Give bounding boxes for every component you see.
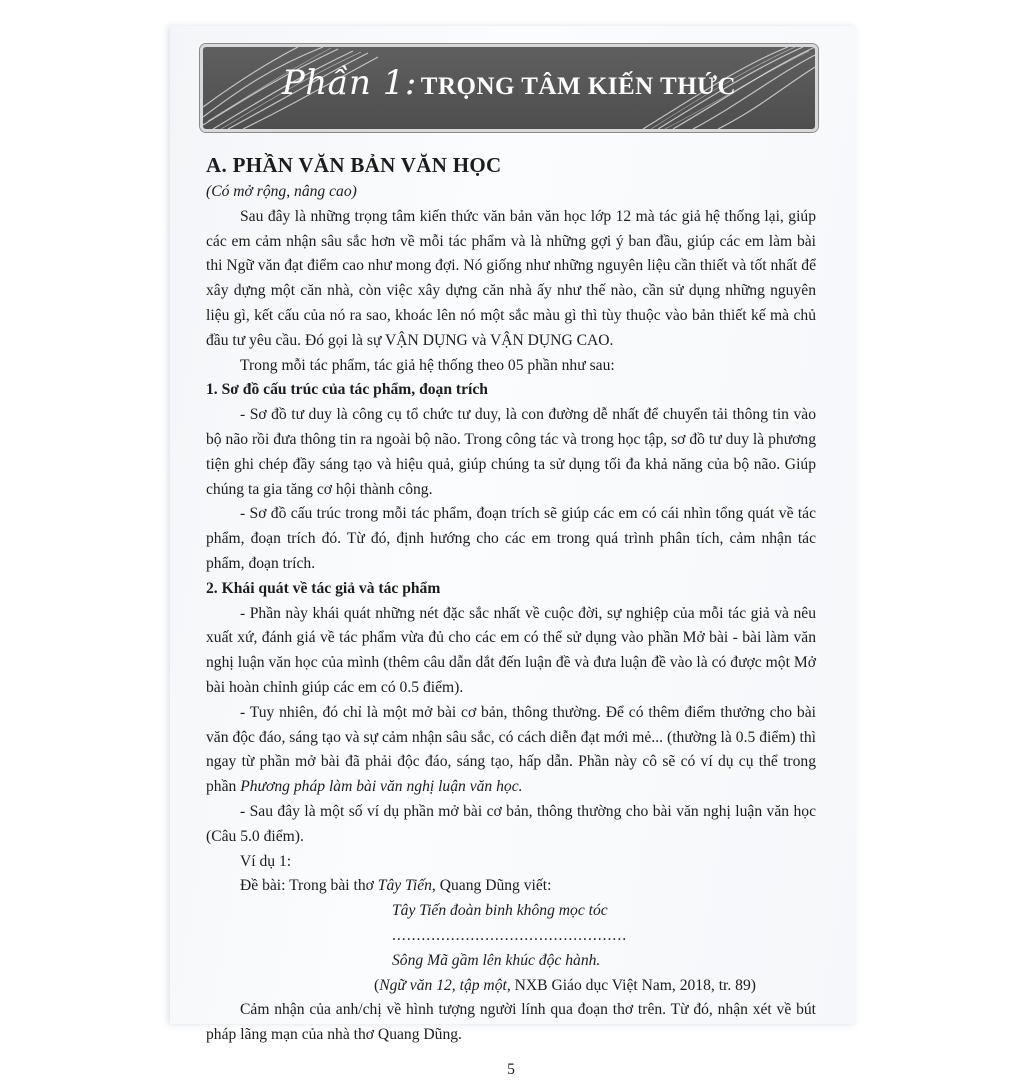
bonus-text: - Tuy nhiên, đó chỉ là một mở bài cơ bản, thông thường. Để có thêm điểm thưởng cho bài văn độc đáo, sáng tạo và sự cảm nhận sâu sắc, có cách diễn đạt mới mẻ... (thường là 0.5 điểm) thì ngay từ phần mở bài đã phải độc đáo, sáng tạo, hấp dẫn. Phần này cô sẽ có ví dụ cụ thể trong phần bbox=[206, 703, 816, 796]
heading-structure-diagram: 1. Sơ đồ cấu trúc của tác phẩm, đoạn trích bbox=[206, 381, 488, 399]
page-content bbox=[206, 150, 816, 1083]
bonus-paragraph bbox=[206, 701, 816, 800]
mindmap-paragraph: - Sơ đồ tư duy là công cụ tổ chức tư duy, là con đường dễ nhất để chuyển tải thông tin vào bộ não rồi đưa thông tin ra ngoài bộ não. Trong công tác và trong học tập, sơ đồ tư duy là phương tiện ghi chép đầy sáng tạo và hiệu quả, giúp chúng ta sử dụng tối đa khả năng của bộ não. Giúp chúng ta gia tăng cơ hội thành công. bbox=[206, 406, 816, 498]
example-label: Ví dụ 1: bbox=[240, 852, 292, 870]
prompt-text-end: , Quang Dũng viết: bbox=[431, 877, 552, 895]
exam-prompt bbox=[206, 874, 816, 899]
part-heading: TRỌNG TÂM KIẾN THỨC bbox=[420, 73, 737, 100]
overview-paragraph: - Phần này khái quát những nét đặc sắc nhất về cuộc đời, sự nghiệp của mỗi tác giả và nêu xuất xứ, đánh giá về tác phẩm vừa đủ cho các em có thể sử dụng vào phần Mở bài - bài làm văn nghị luận văn học của mình (thêm câu dẫn dắt đến luận đề và đưa luận đề vào là có được một Mở bài hoàn chỉnh giúp các em có 0.5 điểm). bbox=[206, 604, 816, 696]
prompt-text: Đề bài: Trong bài thơ bbox=[240, 877, 378, 895]
part-title bbox=[203, 63, 815, 103]
citation-book: Ngữ văn 12, tập một bbox=[379, 976, 507, 994]
section-title: A. PHẦN VĂN BẢN VĂN HỌC bbox=[206, 153, 502, 177]
poem-line: Sông Mã gầm lên khúc độc hành. bbox=[392, 951, 601, 969]
intro-structure-note: Trong mỗi tác phẩm, tác giả hệ thống theo 05 phần như sau: bbox=[240, 356, 615, 374]
page-number: 5 bbox=[507, 1060, 515, 1078]
citation-details: , NXB Giáo dục Việt Nam, 2018, tr. 89) bbox=[506, 976, 756, 994]
exam-question: Cảm nhận của anh/chị về hình tượng người lính qua đoạn thơ trên. Từ đó, nhận xét về bút pháp lãng mạn của nhà thơ Quang Dũng. bbox=[206, 1001, 816, 1044]
citation-open: ( bbox=[374, 976, 380, 994]
poem-citation bbox=[206, 974, 816, 999]
part-banner bbox=[200, 44, 818, 132]
poem-title: Tây Tiến bbox=[377, 877, 432, 895]
poem-line: Tây Tiến đoàn binh không mọc tóc bbox=[392, 902, 608, 920]
structure-paragraph: - Sơ đồ cấu trúc trong mỗi tác phẩm, đoạn trích sẽ giúp các em có cái nhìn tổng quát về tác phẩm, đoạn trích đó. Từ đó, định hướng cho các em trong quá trình phân tích, cảm nhận tác phẩm, đoạn trích. bbox=[206, 505, 816, 572]
intro-paragraph: Sau đây là những trọng tâm kiến thức văn bản văn học lớp 12 mà tác giả hệ thống lại, giúp các em cảm nhận sâu sắc hơn về mỗi tác phẩm và là những gợi ý ban đầu, giúp các em làm bài thi Ngữ văn đạt điểm cao như mong đợi. Nó giống như những nguyên liệu cần thiết và tốt nhất để xây dựng một căn nhà, còn việc xây dựng căn nhà ấy như thế nào, cần sử dụng những nguyên liệu gì, kết cấu của nó ra sao, khoác lên nó một sắc màu gì thì tùy thuộc vào bản thiết kế mà chủ đầu tư yêu cầu. Đó gọi là sự VẬN DỤNG và VẬN DỤNG CAO. bbox=[206, 207, 816, 349]
examples-intro-paragraph: - Sau đây là một số ví dụ phần mở bài cơ bản, thông thường cho bài văn nghị luận văn học (Câu 5.0 điểm). bbox=[206, 802, 816, 845]
part-number: Phần 1: bbox=[281, 63, 417, 103]
section-subtitle: (Có mở rộng, nâng cao) bbox=[206, 183, 357, 200]
method-reference: Phương pháp làm bài văn nghị luận văn học. bbox=[240, 778, 523, 796]
poem-ellipsis: ................................................ bbox=[392, 926, 628, 944]
heading-author-overview: 2. Khái quát về tác giả và tác phẩm bbox=[206, 579, 441, 597]
